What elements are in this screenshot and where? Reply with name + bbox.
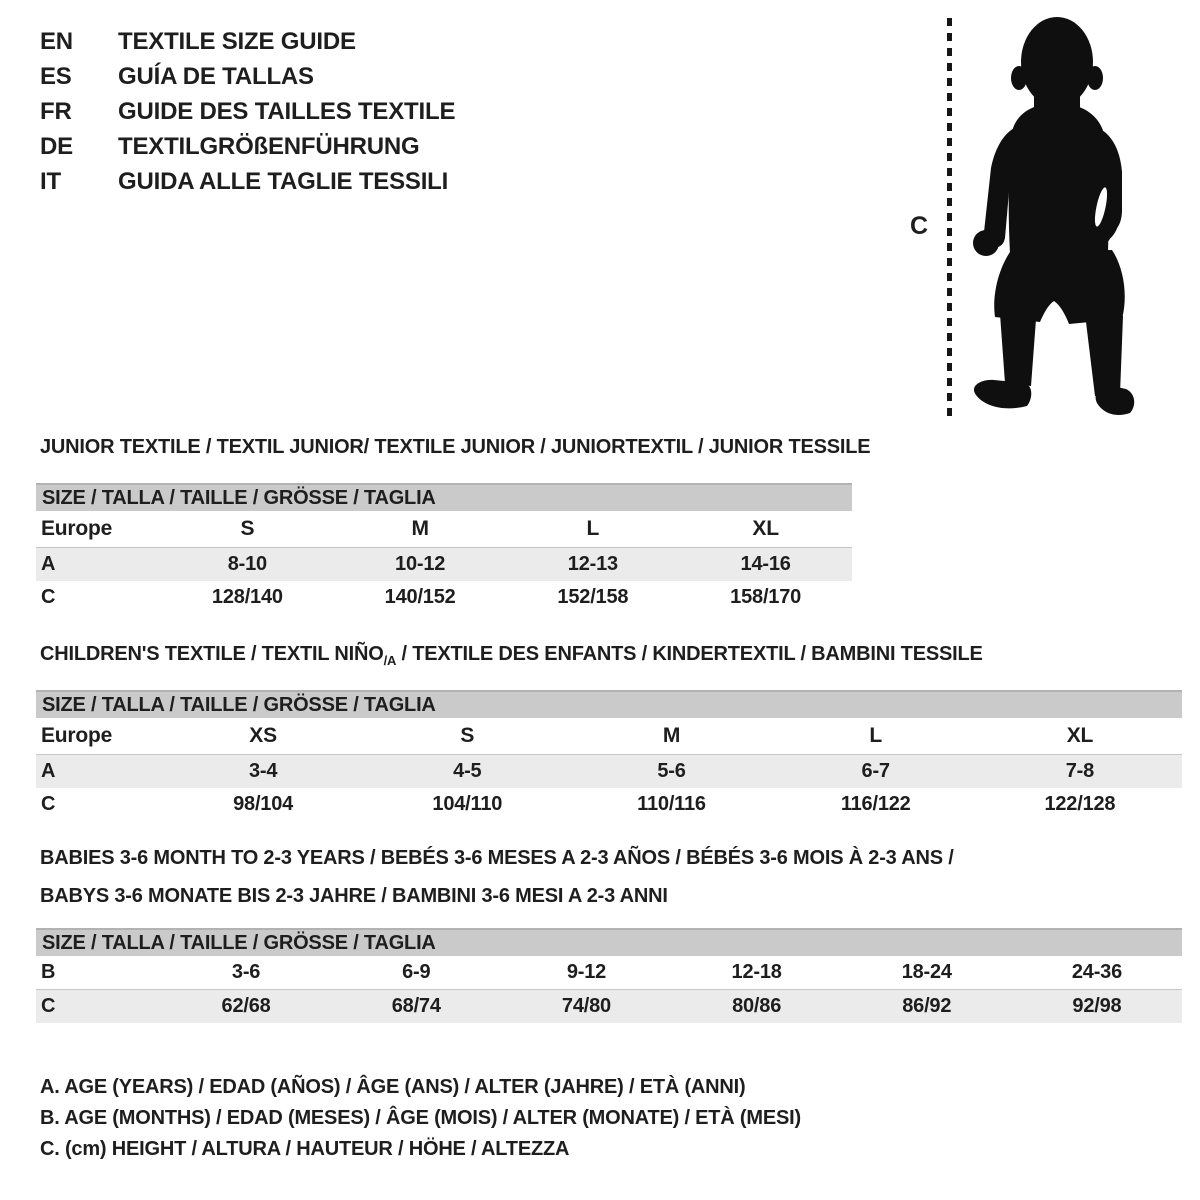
height-cell: 74/80	[561, 995, 611, 1017]
language-label: TEXTILE SIZE GUIDE	[118, 27, 356, 55]
language-row-de	[40, 129, 455, 164]
height-cell: 116/122	[840, 793, 911, 815]
junior-section-title: JUNIOR TEXTILE / TEXTIL JUNIOR/ TEXTILE JUNIOR / JUNIORTEXTIL / JUNIOR TESSILE	[40, 436, 871, 458]
children-title-sub: /A	[383, 653, 397, 668]
legend-block	[40, 1076, 801, 1169]
babies-months-row	[36, 956, 1182, 990]
children-size-table	[36, 690, 1182, 821]
height-cell: 152/158	[557, 586, 629, 608]
height-cell: 104/110	[432, 793, 503, 815]
language-code: ES	[40, 62, 72, 90]
junior-columns-row	[36, 511, 852, 548]
row-label: A	[41, 760, 56, 782]
language-label: GUIDA ALLE TAGLIE TESSILI	[118, 167, 449, 195]
babies-size-table	[36, 928, 1182, 1023]
region-label: Europe	[41, 517, 113, 540]
row-label: A	[41, 553, 56, 575]
region-label: Europe	[41, 724, 113, 747]
size-header-bar: SIZE / TALLA / TAILLE / GRÖSSE / TAGLIA	[36, 928, 1182, 956]
language-label: GUÍA DE TALLAS	[118, 62, 314, 90]
height-measure-label: C	[910, 212, 928, 240]
age-cell: 4-5	[453, 760, 482, 782]
age-cell: 7-8	[1065, 760, 1095, 782]
language-code: FR	[40, 97, 72, 125]
size-cell: XL	[1066, 724, 1094, 747]
babies-height-row	[36, 990, 1182, 1023]
babies-title-line2: BABYS 3-6 MONATE BIS 2-3 JAHRE / BAMBINI 3-6 MESI A 2-3 ANNI	[40, 885, 668, 907]
age-cell: 8-10	[227, 553, 267, 575]
size-cell: L	[586, 517, 600, 540]
legend-line-age-months: B. AGE (MONTHS) / EDAD (MESES) / ÂGE (MOIS) / ALTER (MONATE) / ETÀ (MESI)	[40, 1107, 801, 1129]
age-cell: 14-16	[740, 553, 791, 575]
height-cell: 80/86	[732, 995, 782, 1017]
height-cell: 86/92	[902, 995, 952, 1017]
age-cell: 12-13	[567, 553, 618, 575]
height-cell: 110/116	[637, 793, 706, 815]
language-label: TEXTILGRÖßENFÜHRUNG	[118, 132, 420, 160]
age-cell: 6-7	[861, 760, 890, 782]
legend-line-height-cm: C. (cm) HEIGHT / ALTURA / HAUTEUR / HÖHE / ALTEZZA	[40, 1138, 570, 1160]
size-cell: M	[662, 724, 681, 747]
row-label: C	[41, 586, 56, 608]
babies-section-title	[40, 846, 954, 908]
age-cell: 5-6	[657, 760, 686, 782]
row-label: C	[41, 995, 56, 1017]
legend-line-age-years: A. AGE (YEARS) / EDAD (AÑOS) / ÂGE (ANS) / ALTER (JAHRE) / ETÀ (ANNI)	[40, 1076, 746, 1098]
language-title-block	[40, 24, 455, 199]
language-row-es	[40, 59, 455, 94]
row-label: C	[41, 793, 56, 815]
height-cell: 140/152	[384, 586, 456, 608]
size-cell: XL	[752, 517, 779, 540]
age-cell: 10-12	[395, 553, 446, 575]
size-cell: M	[411, 517, 429, 540]
children-title-main: CHILDREN'S TEXTILE / TEXTIL NIÑO	[40, 643, 384, 665]
language-code: IT	[40, 167, 61, 195]
size-cell: L	[869, 724, 883, 747]
size-header-bar: SIZE / TALLA / TAILLE / GRÖSSE / TAGLIA	[36, 483, 852, 511]
months-cell: 9-12	[566, 961, 607, 983]
language-code: DE	[40, 132, 73, 160]
height-cell: 92/98	[1072, 995, 1122, 1017]
height-cell: 158/170	[730, 586, 802, 608]
size-cell: S	[460, 724, 475, 747]
size-cell: S	[240, 517, 255, 540]
height-cell: 68/74	[391, 995, 441, 1017]
row-label: B	[41, 961, 56, 983]
language-row-it	[40, 164, 455, 199]
babies-title-line1: BABIES 3-6 MONTH TO 2-3 YEARS / BEBÉS 3-6 MESES A 2-3 AÑOS / BÉBÉS 3-6 MOIS À 2-3 ANS /	[40, 847, 954, 869]
language-row-en	[40, 24, 455, 59]
junior-age-row	[36, 548, 852, 581]
height-cell: 98/104	[233, 793, 294, 815]
months-cell: 24-36	[1071, 961, 1123, 983]
language-row-fr	[40, 94, 455, 129]
language-label: GUIDE DES TAILLES TEXTILE	[118, 97, 456, 125]
height-cell: 122/128	[1044, 793, 1116, 815]
language-code: EN	[40, 27, 73, 55]
junior-size-table	[36, 483, 852, 614]
months-cell: 3-6	[231, 961, 261, 983]
age-cell: 3-4	[248, 760, 278, 782]
children-section-title	[40, 643, 983, 668]
height-measure-dashed-line	[947, 18, 952, 418]
junior-height-row	[36, 581, 852, 614]
children-columns-row	[36, 718, 1182, 755]
height-cell: 128/140	[211, 586, 283, 608]
children-age-row	[36, 755, 1182, 788]
children-height-row	[36, 788, 1182, 821]
toddler-silhouette-icon	[962, 14, 1142, 424]
size-header-bar: SIZE / TALLA / TAILLE / GRÖSSE / TAGLIA	[36, 690, 1182, 718]
months-cell: 12-18	[731, 961, 782, 983]
height-cell: 62/68	[221, 995, 271, 1017]
months-cell: 18-24	[901, 961, 952, 983]
children-title-rest: / TEXTILE DES ENFANTS / KINDERTEXTIL / BAMBINI TESSILE	[396, 643, 983, 665]
size-cell: XS	[249, 724, 277, 747]
months-cell: 6-9	[402, 961, 431, 983]
